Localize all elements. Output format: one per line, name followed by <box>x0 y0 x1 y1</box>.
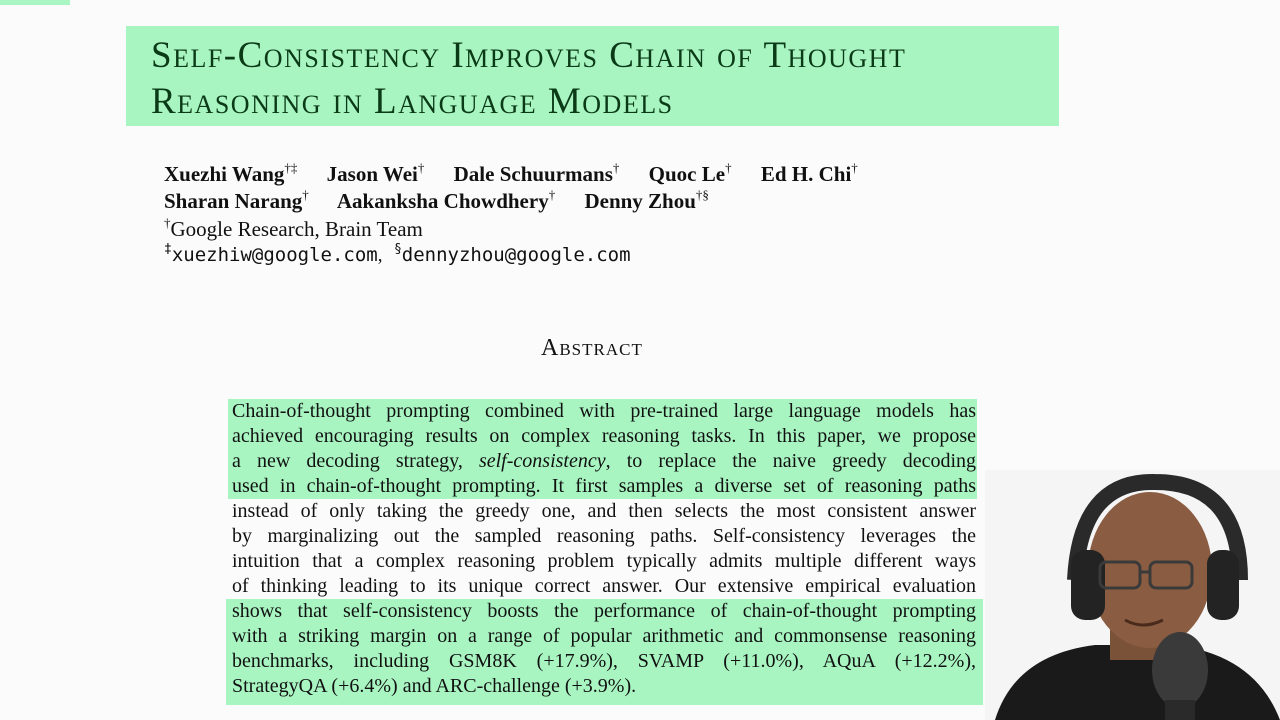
top-progress-highlight <box>0 0 70 5</box>
email-2: dennyzhou@google.com <box>401 244 631 266</box>
author: Aakanksha Chowdhery† <box>336 187 556 213</box>
abstract-line: Chain-of-thought prompting combined with pre-trained large language models has <box>232 400 976 422</box>
author: Sharan Narang† <box>164 187 309 213</box>
abstract-line: shows that self-consistency boosts the performance of chain-of-thought prompting <box>232 600 976 622</box>
presenter-figure <box>985 470 1280 720</box>
author: Ed H. Chi† <box>760 160 858 186</box>
author-row-1 <box>164 162 882 187</box>
abstract-line: intuition that a complex reasoning problem typically admits multiple different ways <box>232 550 976 572</box>
abstract-line: benchmarks, including GSM8K (+17.9%), SVAMP (+11.0%), AQuA (+12.2%), <box>232 650 976 672</box>
abstract-heading: Abstract <box>541 335 643 361</box>
author: Jason Wei† <box>326 160 425 186</box>
author-emails: ‡xuezhiw@google.com, §dennyzhou@google.com <box>164 242 631 266</box>
presenter-webcam <box>985 470 1280 720</box>
abstract-line: of thinking leading to its unique correct answer. Our extensive empirical evaluation <box>232 575 976 597</box>
abstract-line: a new decoding strategy, self-consistency, to replace the naive greedy decoding <box>232 450 976 472</box>
abstract-line: instead of only taking the greedy one, and then selects the most consistent answer <box>232 500 976 522</box>
abstract-line: by marginalizing out the sampled reasoning paths. Self-consistency leverages the <box>232 525 976 547</box>
author: Xuezhi Wang†‡ <box>164 160 298 186</box>
author: Denny Zhou†§ <box>584 187 709 213</box>
abstract-line: StrategyQA (+6.4%) and ARC-challenge (+3.9%). <box>232 675 637 697</box>
abstract-line: used in chain-of-thought prompting. It first samples a diverse set of reasoning paths <box>232 475 976 497</box>
paper-title-line-1: Self-Consistency Improves Chain of Thought <box>151 35 907 76</box>
author: Dale Schuurmans† <box>453 160 620 186</box>
email-1: xuezhiw@google.com <box>171 244 378 266</box>
author-row-2 <box>164 189 733 214</box>
paper-title-highlight <box>126 26 1059 126</box>
abstract-line: achieved encouraging results on complex reasoning tasks. In this paper, we propose <box>232 425 976 447</box>
abstract-line: with a striking margin on a range of popular arithmetic and commonsense reasoning <box>232 625 976 647</box>
affiliation: †Google Research, Brain Team <box>164 215 423 241</box>
paper-title-line-2: Reasoning in Language Models <box>151 81 674 122</box>
author: Quoc Le† <box>648 160 732 186</box>
